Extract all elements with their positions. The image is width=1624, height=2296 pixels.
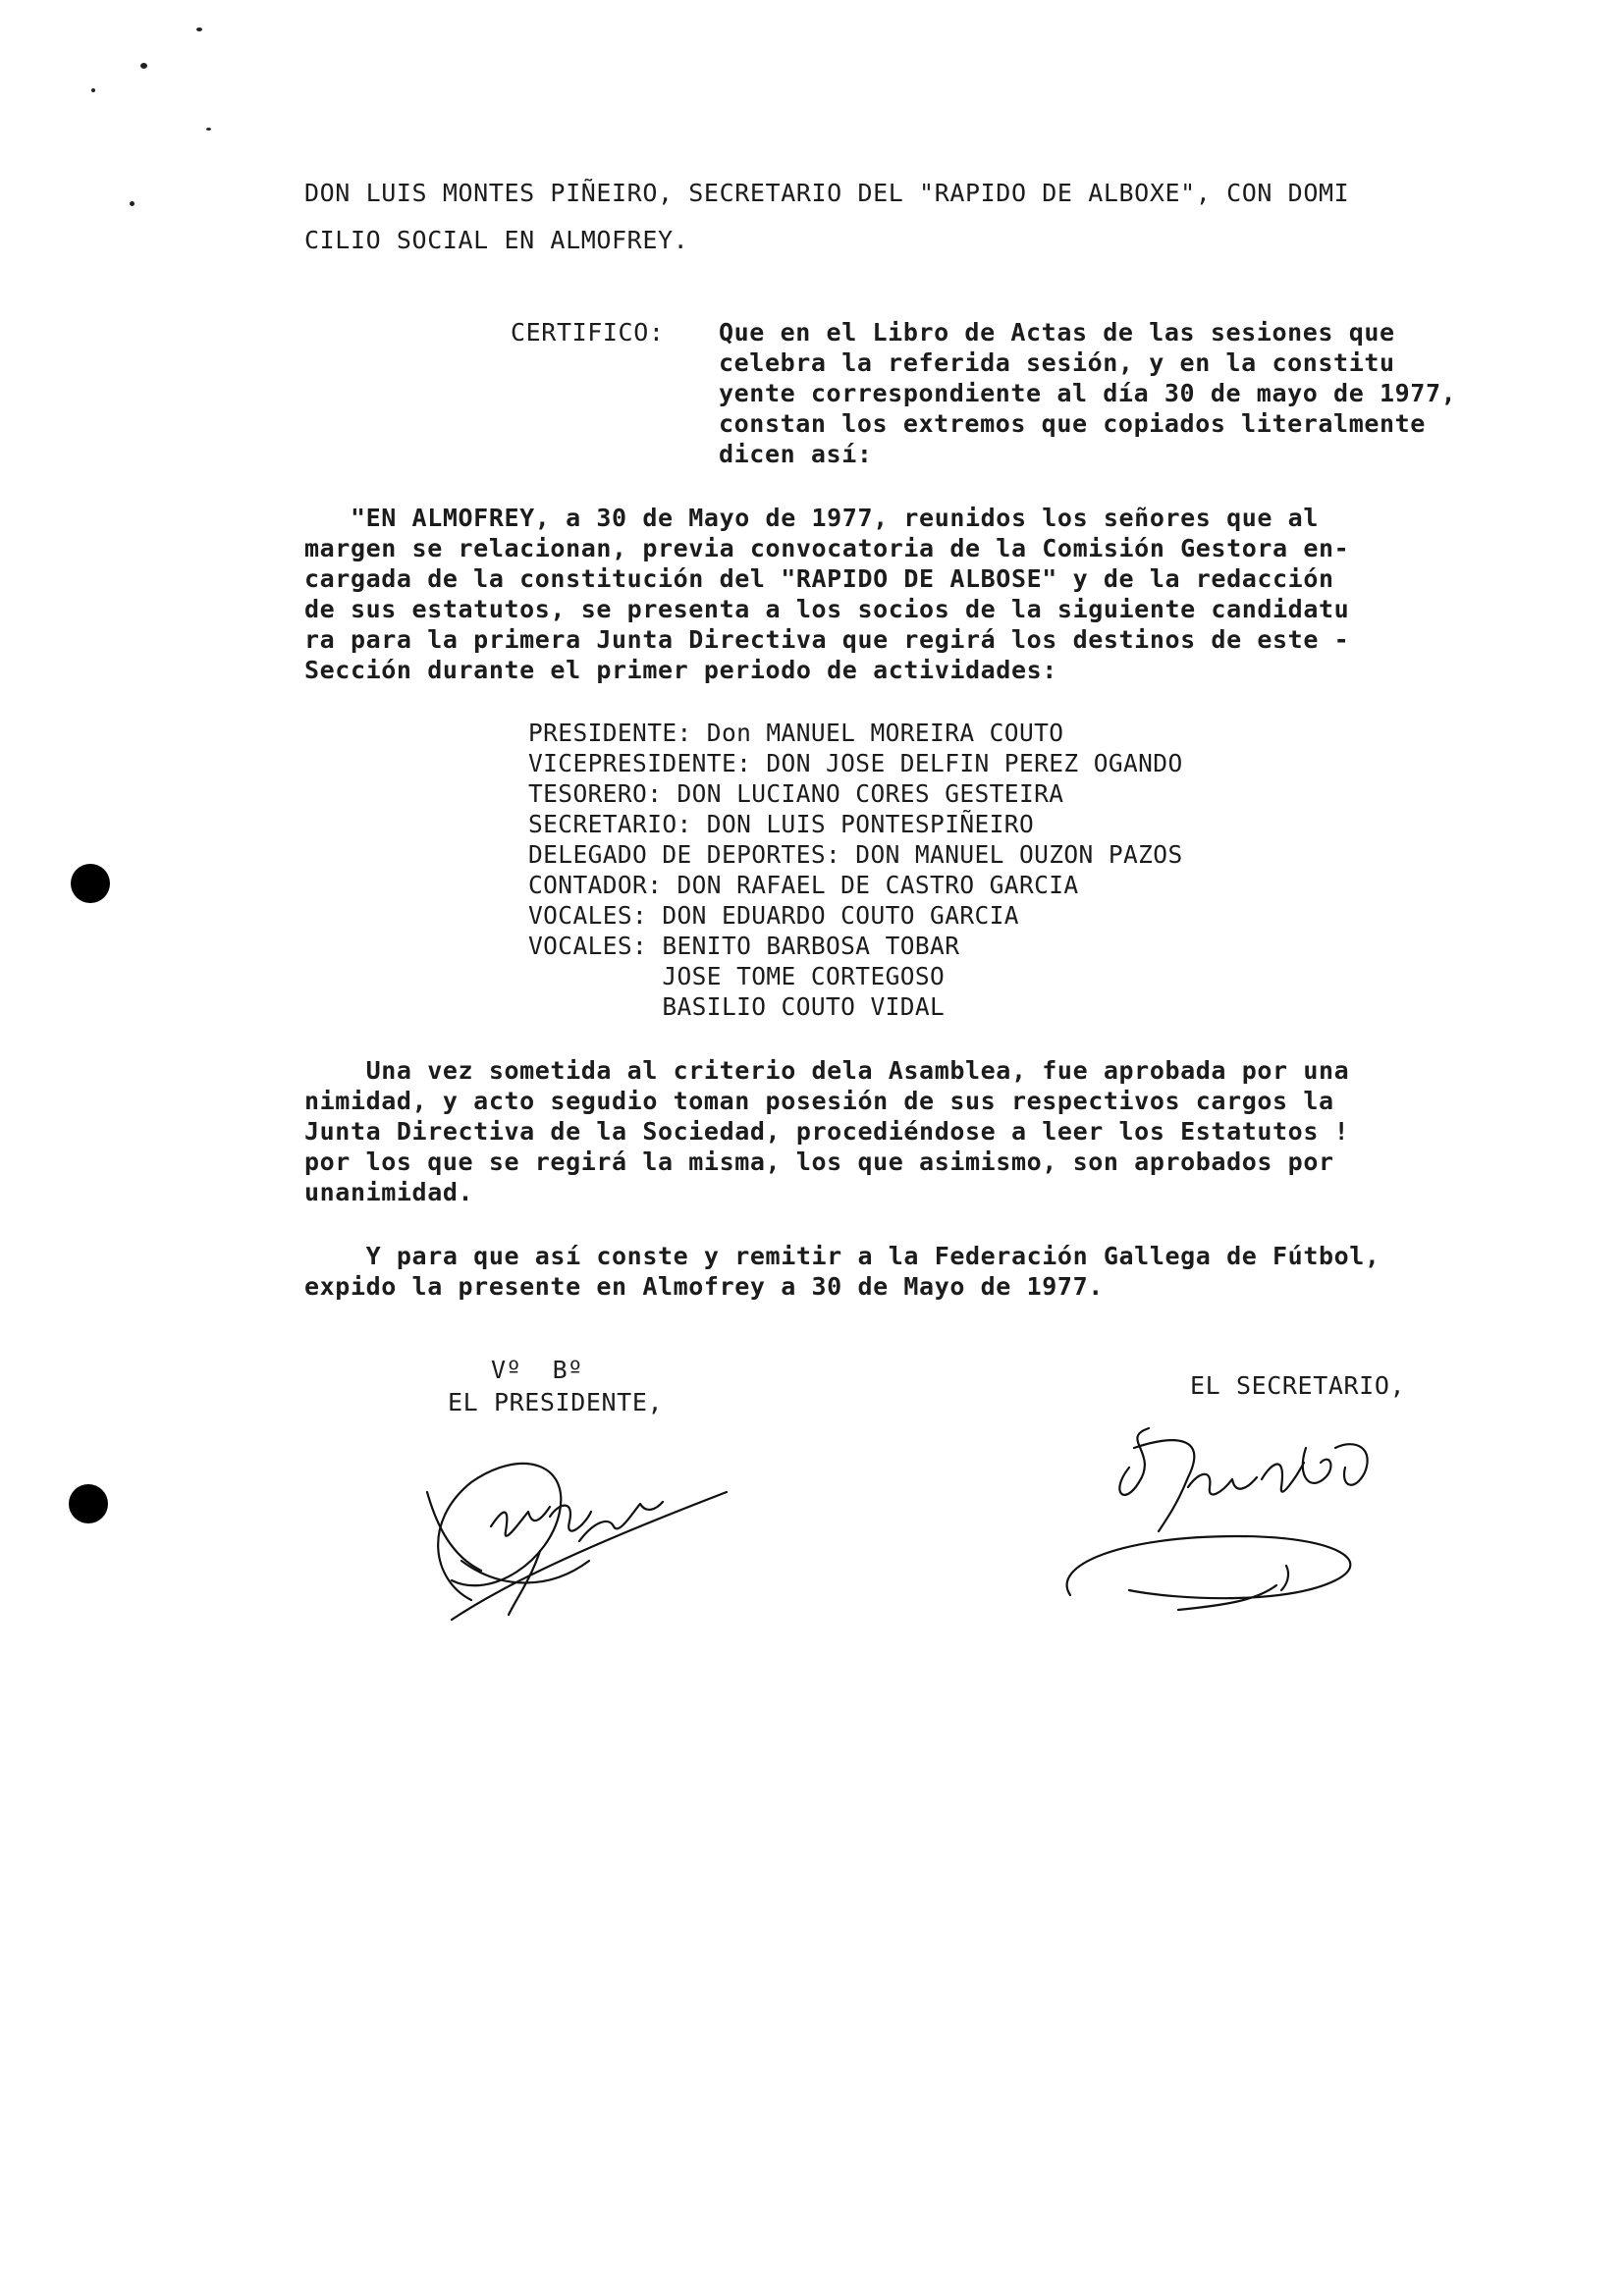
vobo-label: Vº Bº	[491, 1356, 583, 1384]
certifico-line-2: celebra la referida sesión, y en la constitu	[719, 348, 1395, 377]
secretario-signature	[1041, 1409, 1434, 1634]
junta-line-5: DELEGADO DE DEPORTES: DON MANUEL OUZON PAZOS	[528, 840, 1183, 869]
junta-line-7: VOCALES: DON EDUARDO COUTO GARCIA	[528, 901, 1019, 930]
junta-line-9: JOSE TOME CORTEGOSO	[528, 962, 946, 990]
secretario-label: EL SECRETARIO,	[1190, 1371, 1406, 1400]
aprobacion-line-3: Junta Directiva de la Sociedad, procediéndose a leer los Estatutos !	[304, 1117, 1350, 1146]
certifico-label: CERTIFICO:	[511, 318, 665, 347]
punch-hole	[71, 864, 110, 903]
aprobacion-line-5: unanimidad.	[304, 1178, 474, 1206]
aprobacion-line-1: Una vez sometida al criterio dela Asamblea, fue aprobada por una	[304, 1056, 1350, 1085]
aprobacion-line-2: nimidad, y acto segudio toman posesión de sus respectivos cargos la	[304, 1087, 1334, 1115]
junta-line-6: CONTADOR: DON RAFAEL DE CASTRO GARCIA	[528, 871, 1079, 899]
junta-line-8: VOCALES: BENITO BARBOSA TOBAR	[528, 932, 960, 960]
aprobacion-line-4: por los que se regirá la misma, los que asimismo, son aprobados por	[304, 1148, 1334, 1176]
presidente-signature	[412, 1433, 746, 1639]
header-line-2: CILIO SOCIAL EN ALMOFREY.	[304, 226, 689, 254]
acta-line-3: cargada de la constitución del "RAPIDO DE ALBOSE" y de la redacción	[304, 564, 1334, 593]
junta-line-10: BASILIO COUTO VIDAL	[528, 992, 946, 1021]
acta-line-2: margen se relacionan, previa convocatoria de la Comisión Gestora en-	[304, 534, 1350, 562]
acta-line-6: Sección durante el primer periodo de actividades:	[304, 656, 1057, 684]
certifico-line-3: yente correspondiente al día 30 de mayo de 1977,	[719, 379, 1457, 407]
junta-line-1: PRESIDENTE: Don MANUEL MOREIRA COUTO	[528, 719, 1064, 747]
cierre-line-2: expido la presente en Almofrey a 30 de Mayo de 1977.	[304, 1272, 1104, 1301]
presidente-label: EL PRESIDENTE,	[448, 1388, 664, 1416]
acta-line-5: ra para la primera Junta Directiva que regirá los destinos de este -	[304, 625, 1350, 654]
junta-line-2: VICEPRESIDENTE: DON JOSE DELFIN PEREZ OGANDO	[528, 749, 1183, 777]
cierre-line-1: Y para que así conste y remitir a la Federación Gallega de Fútbol,	[304, 1242, 1380, 1270]
scan-speck	[140, 63, 147, 69]
junta-line-3: TESORERO: DON LUCIANO CORES GESTEIRA	[528, 779, 1064, 808]
acta-line-4: de sus estatutos, se presenta a los socios de la siguiente candidatu	[304, 595, 1350, 623]
header-line-1: DON LUIS MONTES PIÑEIRO, SECRETARIO DEL "RAPIDO DE ALBOXE", CON DOMI	[304, 179, 1350, 207]
scan-speck	[91, 88, 95, 92]
punch-hole	[69, 1484, 108, 1523]
scan-speck	[130, 201, 135, 206]
acta-line-1: "EN ALMOFREY, a 30 de Mayo de 1977, reunidos los señores que al	[304, 504, 1319, 532]
scan-speck	[206, 128, 211, 131]
certifico-line-4: constan los extremos que copiados literalmente	[719, 409, 1426, 438]
certifico-line-5: dicen así:	[719, 440, 873, 468]
junta-line-4: SECRETARIO: DON LUIS PONTESPIÑEIRO	[528, 810, 1035, 838]
certifico-line-1: Que en el Libro de Actas de las sesiones que	[719, 318, 1395, 347]
scan-speck	[196, 27, 202, 31]
